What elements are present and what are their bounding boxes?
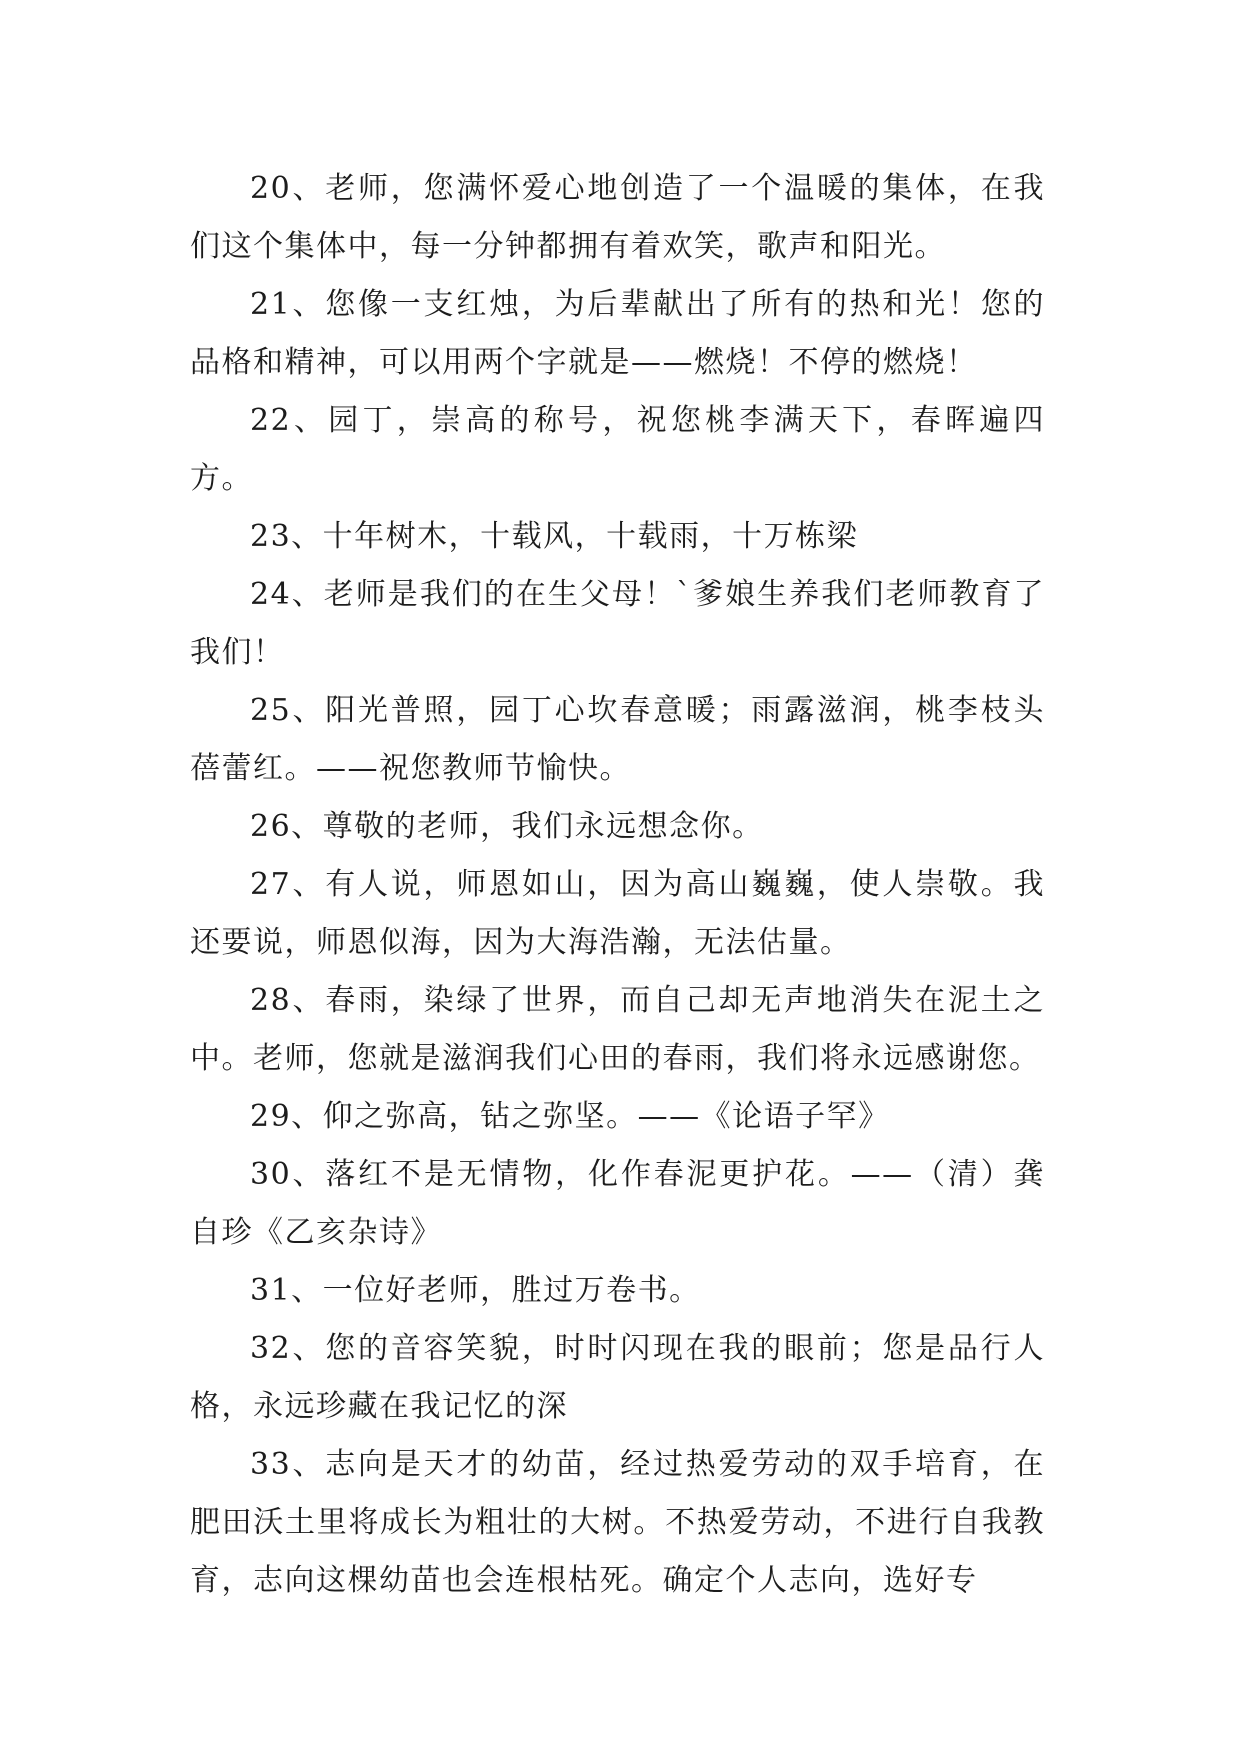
paragraph-21: 21、您像一支红烛，为后辈献出了所有的热和光！您的品格和精神，可以用两个字就是——燃烧！不停的燃烧！ [190,287,1045,380]
paragraph-22: 22、园丁，崇高的称号，祝您桃李满天下，春晖遍四方。 [190,403,1045,496]
paragraph-23: 23、十年树木，十载风，十载雨，十万栋梁 [250,519,859,554]
paragraph-31: 31、一位好老师，胜过万卷书。 [250,1273,701,1308]
paragraph-30: 30、落红不是无情物，化作春泥更护花。——（清）龚自珍《乙亥杂诗》 [190,1157,1045,1250]
paragraph-28: 28、春雨，染绿了世界，而自己却无声地消失在泥土之中。老师，您就是滋润我们心田的春雨，我们将永远感谢您。 [190,983,1045,1076]
paragraph-26: 26、尊敬的老师，我们永远想念你。 [250,809,764,844]
paragraph-20: 20、老师，您满怀爱心地创造了一个温暖的集体，在我们这个集体中，每一分钟都拥有着欢笑，歌声和阳光。 [190,171,1045,264]
document-body [190,160,1045,1610]
paragraph-29: 29、仰之弥高，钻之弥坚。——《论语子罕》 [250,1099,890,1134]
paragraph-33: 33、志向是天才的幼苗，经过热爱劳动的双手培育，在肥田沃土里将成长为粗壮的大树。不热爱劳动，不进行自我教育，志向这棵幼苗也会连根枯死。确定个人志向，选好专 [190,1447,1045,1598]
paragraph-27: 27、有人说，师恩如山，因为高山巍巍，使人崇敬。我还要说，师恩似海，因为大海浩瀚，无法估量。 [190,867,1045,960]
paragraph-24: 24、老师是我们的在生父母！`爹娘生养我们老师教育了我们！ [190,577,1045,670]
paragraph-32: 32、您的音容笑貌，时时闪现在我的眼前；您是品行人格，永远珍藏在我记忆的深 [190,1331,1045,1424]
paragraph-25: 25、阳光普照，园丁心坎春意暖；雨露滋润，桃李枝头蓓蕾红。——祝您教师节愉快。 [190,693,1045,786]
